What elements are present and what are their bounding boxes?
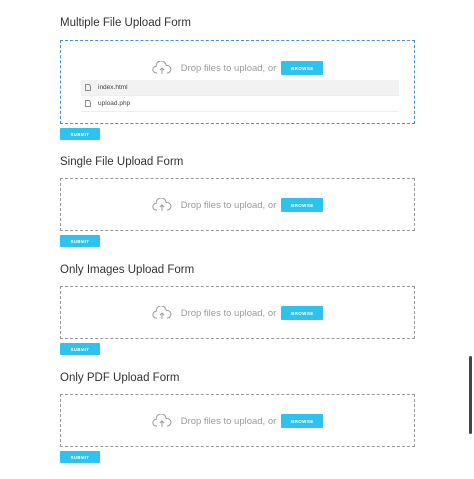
file-name: upload.php	[98, 100, 131, 107]
form-title: Single File Upload Form	[60, 156, 184, 168]
browse-button[interactable]: BROWSE	[281, 414, 323, 428]
file-icon	[85, 84, 91, 91]
scrollbar-thumb[interactable]	[469, 356, 472, 434]
submit-button[interactable]: SUBMIT	[60, 235, 100, 247]
images-dropzone[interactable]	[60, 286, 415, 339]
submit-button[interactable]: SUBMIT	[60, 128, 100, 140]
cloud-upload-icon	[152, 306, 172, 320]
single-dropzone[interactable]	[60, 178, 415, 231]
file-item	[81, 96, 399, 112]
form-title: Only PDF Upload Form	[60, 372, 180, 384]
drop-row	[61, 195, 414, 215]
browse-button[interactable]: BROWSE	[281, 61, 323, 75]
file-item	[81, 80, 399, 96]
multiple-dropzone[interactable]	[60, 40, 415, 124]
drop-text: Drop files to upload, or	[180, 307, 277, 319]
cloud-upload-icon	[152, 198, 172, 212]
drop-row	[61, 303, 414, 323]
drop-row	[61, 58, 414, 78]
drop-text: Drop files to upload, or	[180, 62, 277, 74]
form-title: Multiple File Upload Form	[60, 17, 192, 29]
drop-row	[61, 411, 414, 431]
browse-button[interactable]: BROWSE	[281, 306, 323, 320]
submit-button[interactable]: SUBMIT	[60, 343, 100, 355]
browse-button[interactable]: BROWSE	[281, 198, 323, 212]
file-name: index.html	[98, 84, 128, 91]
drop-text: Drop files to upload, or	[180, 415, 277, 427]
file-icon	[85, 100, 91, 107]
submit-button[interactable]: SUBMIT	[60, 451, 100, 463]
cloud-upload-icon	[152, 61, 172, 75]
form-title: Only Images Upload Form	[60, 264, 195, 276]
drop-text: Drop files to upload, or	[180, 199, 277, 211]
pdf-dropzone[interactable]	[60, 394, 415, 447]
cloud-upload-icon	[152, 414, 172, 428]
file-list	[81, 80, 399, 112]
